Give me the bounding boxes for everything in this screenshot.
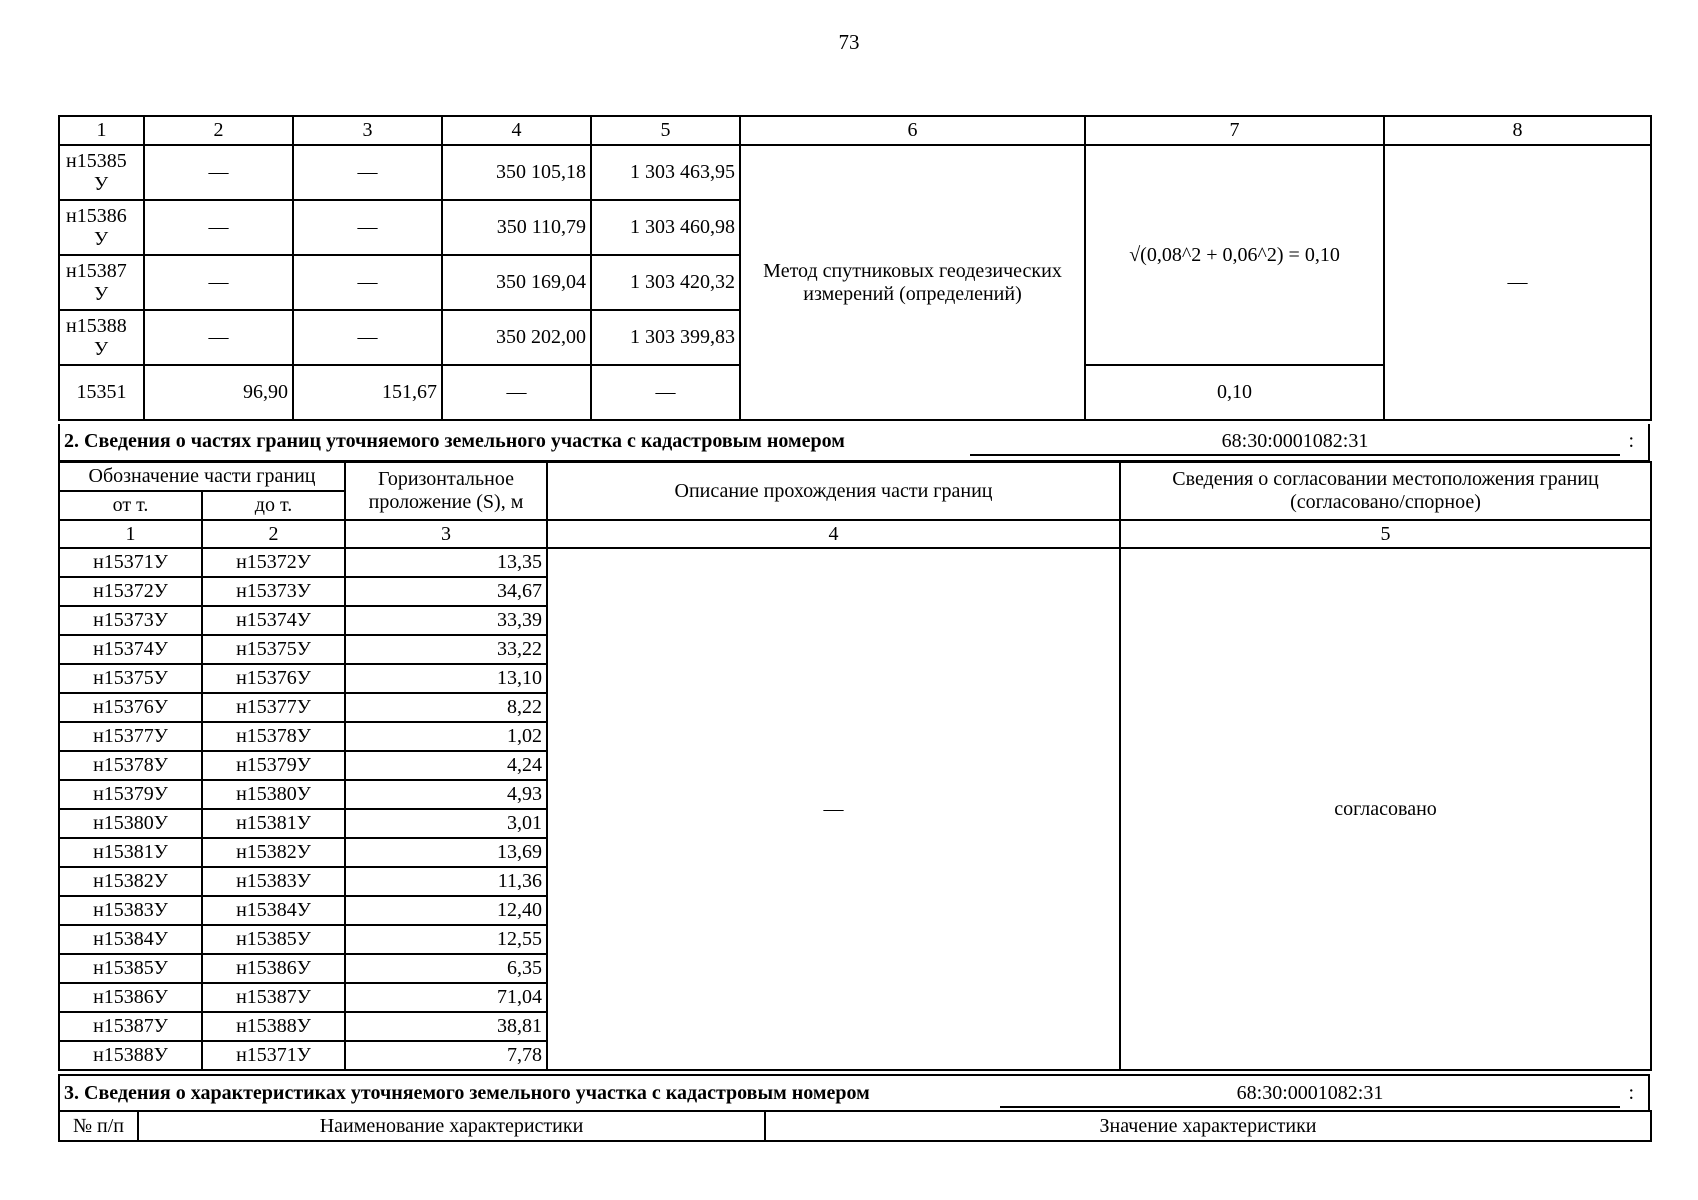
point-from: н15371У bbox=[59, 548, 202, 577]
point-from: н15374У bbox=[59, 635, 202, 664]
point-to: н15380У bbox=[202, 780, 345, 809]
point-from: н15376У bbox=[59, 693, 202, 722]
table-header-row bbox=[59, 1111, 1651, 1141]
point-to: н15385У bbox=[202, 925, 345, 954]
length-value: 8,22 bbox=[345, 693, 547, 722]
cell-value: — bbox=[293, 255, 442, 310]
characteristics-table bbox=[58, 1110, 1652, 1142]
cell-value: — bbox=[144, 145, 293, 200]
length-value: 6,35 bbox=[345, 954, 547, 983]
cell-value: — bbox=[144, 255, 293, 310]
coord-y: 1 303 463,95 bbox=[591, 145, 740, 200]
point-name bbox=[59, 200, 144, 255]
length-value: 7,78 bbox=[345, 1041, 547, 1070]
length-value: 12,40 bbox=[345, 896, 547, 925]
point-to: н15383У bbox=[202, 867, 345, 896]
length-value: 12,55 bbox=[345, 925, 547, 954]
point-to: н15388У bbox=[202, 1012, 345, 1041]
point-name: 15351 bbox=[59, 365, 144, 420]
length-value: 33,39 bbox=[345, 606, 547, 635]
section-2-title-row bbox=[58, 424, 1650, 462]
coordinates-table bbox=[58, 115, 1652, 421]
point-from: н15377У bbox=[59, 722, 202, 751]
column-number: 4 bbox=[547, 520, 1120, 548]
point-to: н15386У bbox=[202, 954, 345, 983]
point-to: н15378У bbox=[202, 722, 345, 751]
section-3-colon: : bbox=[1628, 1082, 1634, 1104]
column-number: 5 bbox=[591, 116, 740, 145]
cell-value: 96,90 bbox=[144, 365, 293, 420]
length-value: 13,35 bbox=[345, 548, 547, 577]
cell-value: — bbox=[144, 200, 293, 255]
column-number: 8 bbox=[1384, 116, 1651, 145]
length-value: 1,02 bbox=[345, 722, 547, 751]
section-2-title: 2. Сведения о частях границ уточняемого земельного участка с кадастровым номером bbox=[64, 430, 845, 452]
table-header-row bbox=[59, 462, 1651, 491]
coord-x: 350 110,79 bbox=[442, 200, 591, 255]
point-to: н15377У bbox=[202, 693, 345, 722]
column-number: 1 bbox=[59, 520, 202, 548]
point-to: н15382У bbox=[202, 838, 345, 867]
column-number: 3 bbox=[293, 116, 442, 145]
table-header-row bbox=[59, 116, 1651, 145]
coord-x: 350 169,04 bbox=[442, 255, 591, 310]
header-number: № п/п bbox=[59, 1111, 138, 1141]
column-number: 6 bbox=[740, 116, 1085, 145]
point-name bbox=[59, 145, 144, 200]
point-from: н15388У bbox=[59, 1041, 202, 1070]
point-from: н15381У bbox=[59, 838, 202, 867]
header-length: Горизонтальное проложение (S), м bbox=[345, 462, 547, 520]
point-from: н15383У bbox=[59, 896, 202, 925]
header-characteristic-value: Значение характеристики bbox=[765, 1111, 1651, 1141]
cell-value: — bbox=[144, 310, 293, 365]
point-to: н15376У bbox=[202, 664, 345, 693]
cell-value: — bbox=[293, 310, 442, 365]
point-suffix: У bbox=[94, 227, 109, 250]
coord-y: 1 303 460,98 bbox=[591, 200, 740, 255]
point-from: н15379У bbox=[59, 780, 202, 809]
point-to: н15387У bbox=[202, 983, 345, 1012]
header-agreement: Сведения о согласовании местоположения границ (согласовано/спорное) bbox=[1120, 462, 1651, 520]
point-suffix: У bbox=[94, 172, 109, 195]
coord-y: 1 303 399,83 bbox=[591, 310, 740, 365]
point-to: н15374У bbox=[202, 606, 345, 635]
point-from: н15373У bbox=[59, 606, 202, 635]
length-value: 33,22 bbox=[345, 635, 547, 664]
point-label: н15385 bbox=[66, 149, 127, 172]
point-label: н15387 bbox=[66, 259, 127, 282]
column8-value: — bbox=[1384, 145, 1651, 420]
coord-y: 1 303 420,32 bbox=[591, 255, 740, 310]
column-number: 2 bbox=[144, 116, 293, 145]
length-value: 4,24 bbox=[345, 751, 547, 780]
length-value: 38,81 bbox=[345, 1012, 547, 1041]
point-to: н15381У bbox=[202, 809, 345, 838]
point-name bbox=[59, 310, 144, 365]
cell-value: — bbox=[293, 145, 442, 200]
accuracy-value: 0,10 bbox=[1085, 365, 1384, 420]
point-label: н15388 bbox=[66, 314, 127, 337]
column-numbers-row bbox=[59, 520, 1651, 548]
point-from: н15384У bbox=[59, 925, 202, 954]
point-from: н15372У bbox=[59, 577, 202, 606]
point-to: н15379У bbox=[202, 751, 345, 780]
point-from: н15382У bbox=[59, 867, 202, 896]
coord-y: — bbox=[591, 365, 740, 420]
column-number: 1 bbox=[59, 116, 144, 145]
point-to: н15371У bbox=[202, 1041, 345, 1070]
point-label: н15386 bbox=[66, 204, 127, 227]
length-value: 3,01 bbox=[345, 809, 547, 838]
coord-x: 350 202,00 bbox=[442, 310, 591, 365]
column-number: 7 bbox=[1085, 116, 1384, 145]
point-to: н15372У bbox=[202, 548, 345, 577]
length-value: 34,67 bbox=[345, 577, 547, 606]
point-suffix: У bbox=[94, 282, 109, 305]
section-3-title-row bbox=[58, 1074, 1650, 1112]
column-number: 2 bbox=[202, 520, 345, 548]
point-from: н15385У bbox=[59, 954, 202, 983]
section-3-title: 3. Сведения о характеристиках уточняемого земельного участка с кадастровым номером bbox=[64, 1082, 870, 1104]
page-number: 73 bbox=[838, 30, 860, 54]
table-row bbox=[59, 548, 1651, 577]
point-from: н15386У bbox=[59, 983, 202, 1012]
point-from: н15375У bbox=[59, 664, 202, 693]
cell-value: 151,67 bbox=[293, 365, 442, 420]
cell-value: — bbox=[293, 200, 442, 255]
point-name bbox=[59, 255, 144, 310]
agreement-cell: согласовано bbox=[1120, 548, 1651, 1070]
header-description: Описание прохождения части границ bbox=[547, 462, 1120, 520]
length-value: 4,93 bbox=[345, 780, 547, 809]
table-row bbox=[59, 145, 1651, 200]
header-to: до т. bbox=[202, 491, 345, 520]
point-from: н15387У bbox=[59, 1012, 202, 1041]
column-number: 4 bbox=[442, 116, 591, 145]
point-to: н15384У bbox=[202, 896, 345, 925]
accuracy-formula: √(0,08^2 + 0,06^2) = 0,10 bbox=[1085, 145, 1384, 365]
point-to: н15375У bbox=[202, 635, 345, 664]
boundary-parts-table bbox=[58, 461, 1652, 1071]
method-cell: Метод спутниковых геодезических измерений (определений) bbox=[740, 145, 1085, 420]
header-part: Обозначение части границ bbox=[59, 462, 345, 491]
description-cell: — bbox=[547, 548, 1120, 1070]
point-to: н15373У bbox=[202, 577, 345, 606]
column-number: 3 bbox=[345, 520, 547, 548]
section-2-colon: : bbox=[1628, 430, 1634, 452]
length-value: 11,36 bbox=[345, 867, 547, 896]
coord-x: — bbox=[442, 365, 591, 420]
section-3-cadastral-number: 68:30:0001082:31 bbox=[1000, 1080, 1620, 1108]
header-characteristic-name: Наименование характеристики bbox=[138, 1111, 765, 1141]
header-from: от т. bbox=[59, 491, 202, 520]
point-suffix: У bbox=[94, 337, 109, 360]
column-number: 5 bbox=[1120, 520, 1651, 548]
length-value: 13,10 bbox=[345, 664, 547, 693]
length-value: 13,69 bbox=[345, 838, 547, 867]
section-2-cadastral-number: 68:30:0001082:31 bbox=[970, 428, 1620, 456]
point-from: н15380У bbox=[59, 809, 202, 838]
point-from: н15378У bbox=[59, 751, 202, 780]
length-value: 71,04 bbox=[345, 983, 547, 1012]
coord-x: 350 105,18 bbox=[442, 145, 591, 200]
